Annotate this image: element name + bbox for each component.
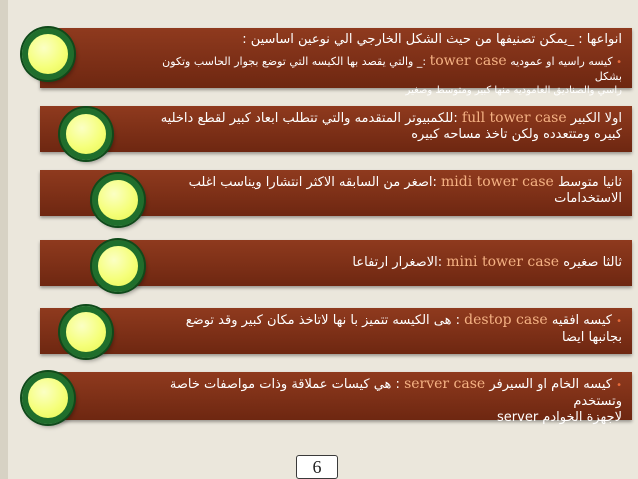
- timeline-circle-5: [60, 306, 112, 358]
- timeline-circle-1: [22, 28, 74, 80]
- bullet-icon: •: [616, 57, 622, 68]
- band-6-term: server case: [404, 376, 486, 392]
- band-4-prefix: ثالثا صغيره: [563, 255, 622, 270]
- band-4-rest: :الاصغرار ارتفاعا: [352, 255, 443, 270]
- band-5-term: destop case: [464, 312, 548, 328]
- band-1-line2: راسي والصناديق العاموديه منها كبير ومتوسط وصغير: [405, 85, 622, 96]
- band-4-term: mini tower case: [446, 254, 560, 270]
- timeline-circle-2: [60, 108, 112, 160]
- band-2-rest: :للكمبيوتر المتقدمه والتي تتطلب ابعاد كبير لقطع داخليه: [160, 111, 458, 126]
- band-2-text: [150, 110, 622, 143]
- page-number: 6: [296, 455, 338, 479]
- band-6-rest: : هي كيسات عملاقة وذات مواصفات خاصة وتستخدم: [169, 377, 622, 409]
- band-3-rest: :اصغر من السابقه الاكثر انتشارا ويناسب اغلب: [188, 175, 437, 190]
- band-2-line2: كبيره ومتتعدده ولكن تاخذ مساحه كبيره: [411, 127, 622, 142]
- band-5-line2: بجانبها ايضا: [561, 330, 622, 345]
- band-1-prefix: كيسه راسيه او عموديه: [510, 55, 613, 68]
- band-3-text: [150, 174, 622, 207]
- band-2-term: full tower case: [461, 110, 567, 126]
- content-band-2: [40, 106, 632, 152]
- content-band-1: [40, 28, 632, 96]
- band-3-term: midi tower case: [441, 174, 554, 190]
- band-1-text: [150, 32, 622, 98]
- band-2-prefix: اولا الكبير: [570, 111, 622, 126]
- content-band-5: [40, 308, 632, 354]
- band-1-term: tower case: [429, 53, 507, 69]
- bullet-icon: •: [616, 316, 622, 327]
- band-5-text: [150, 312, 622, 346]
- bullet-icon: •: [616, 380, 622, 391]
- band-5-rest: : هى الكيسه تتميز با نها لاتاخذ مكان كبير وقد توضع: [185, 313, 460, 328]
- timeline-circle-4: [92, 240, 144, 292]
- band-1-line1: انواعها : _يمكن تصنيفها من حيث الشكل الخارجي الي نوعين اساسين :: [242, 32, 622, 47]
- band-6-prefix: كيسه الخام او السيرفر: [489, 377, 612, 392]
- content-band-6: [40, 372, 632, 425]
- band-6-text: [150, 376, 622, 426]
- band-4-text: [150, 254, 622, 271]
- band-3-prefix: ثانيا متوسط: [557, 175, 622, 190]
- band-6-line2: لاجهزة الخوادم server: [497, 410, 622, 425]
- band-5-prefix: كيسه افقيه: [551, 313, 612, 328]
- left-rail: [0, 0, 8, 479]
- band-3-line2: الاستخدامات: [554, 191, 622, 206]
- timeline-circle-3: [92, 174, 144, 226]
- band-1-rest: :_ والتي يقصد بها الكيسه التي توضع بجوار الحاسب وتكون بشكل: [162, 55, 622, 83]
- timeline-circle-6: [22, 372, 74, 424]
